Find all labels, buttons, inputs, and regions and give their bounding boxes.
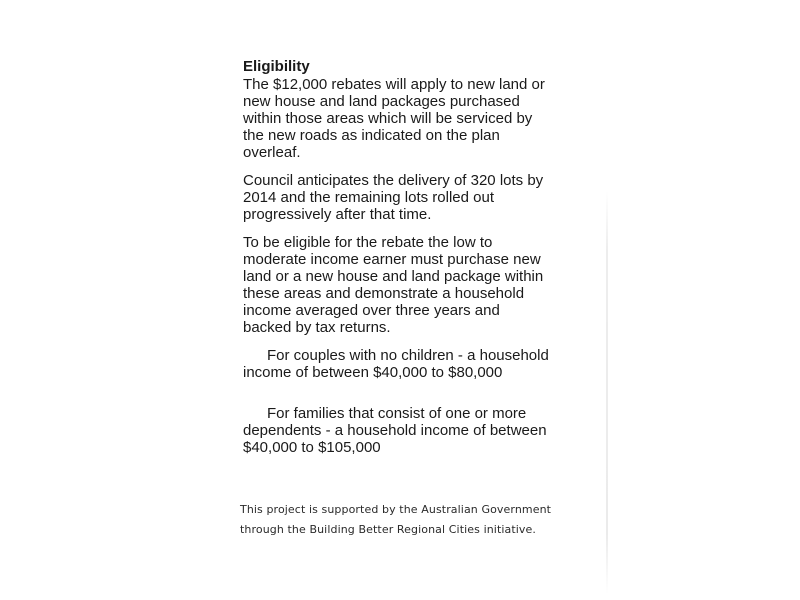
paper-edge-shadow <box>606 190 608 595</box>
footer-line: through the Building Better Regional Cities initiative. <box>240 523 537 536</box>
text-line: For families that consist of one or more <box>267 405 527 422</box>
text-line: To be eligible for the rebate the low to <box>243 234 493 251</box>
text-line: Council anticipates the delivery of 320 lots by <box>243 172 544 189</box>
text-line: backed by tax returns. <box>243 319 391 336</box>
text-line: progressively after that time. <box>243 206 432 223</box>
text-line: The $12,000 rebates will apply to new land or <box>243 76 545 93</box>
text-line: dependents - a household income of between <box>243 422 547 439</box>
rebate-paragraph <box>243 76 603 161</box>
text-line: new house and land packages purchased <box>243 93 520 110</box>
text-line: overleaf. <box>243 144 301 161</box>
couples-income-paragraph <box>243 347 603 381</box>
text-line: 2014 and the remaining lots rolled out <box>243 189 495 206</box>
text-line: income averaged over three years and <box>243 302 500 319</box>
text-line: $40,000 to $105,000 <box>243 439 381 456</box>
text-line: moderate income earner must purchase new <box>243 251 541 268</box>
text-line: land or a new house and land package within <box>243 268 544 285</box>
text-line: these areas and demonstrate a household <box>243 285 525 302</box>
delivery-paragraph <box>243 172 603 223</box>
text-line: For couples with no children - a household <box>267 347 549 364</box>
eligibility-section <box>243 58 603 467</box>
footer-line: This project is supported by the Australian Government <box>240 503 552 516</box>
families-income-paragraph <box>243 405 603 456</box>
text-line: income of between $40,000 to $80,000 <box>243 364 503 381</box>
funding-acknowledgement <box>240 500 600 540</box>
text-line: the new roads as indicated on the plan <box>243 127 500 144</box>
eligibility-criteria-paragraph <box>243 234 603 336</box>
section-heading: Eligibility <box>243 58 310 75</box>
text-line: within those areas which will be serviced by <box>243 110 533 127</box>
